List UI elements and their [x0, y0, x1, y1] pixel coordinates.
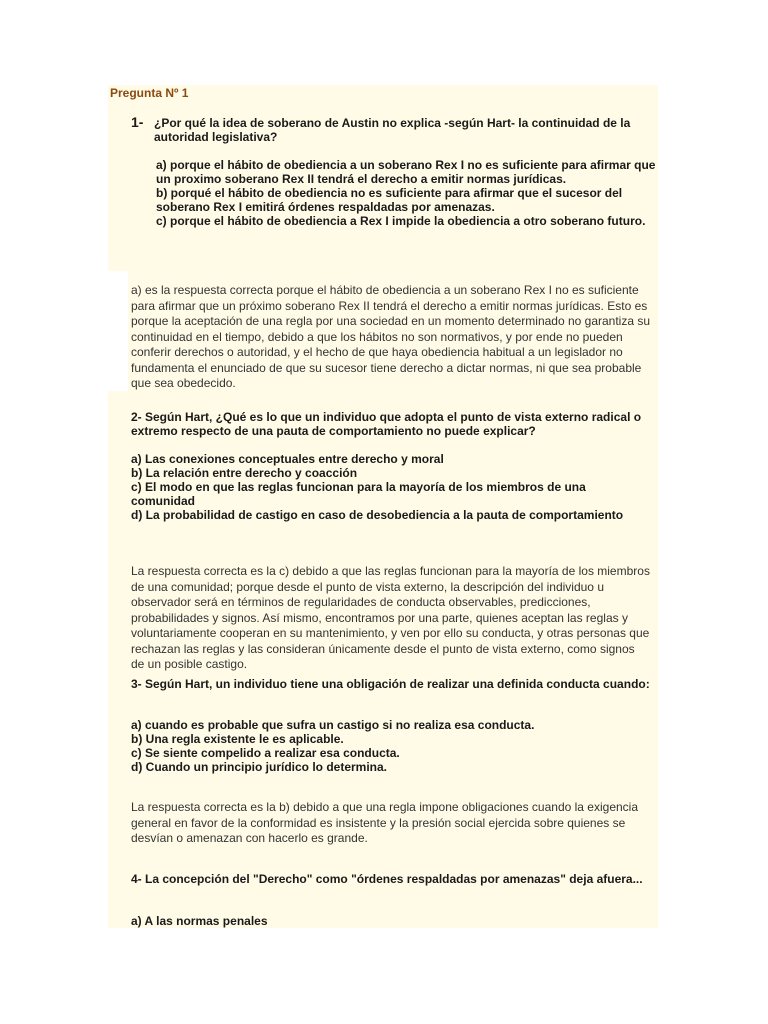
- question-2-text: 2- Según Hart, ¿Qué es lo que un individuo que adopta el punto de vista externo radical o extremo respecto de una pauta de comportamiento no puede explicar?: [131, 410, 642, 438]
- question-4-option-a: a) A las normas penales: [131, 914, 268, 928]
- question-2-option-a: a) Las conexiones conceptuales entre derecho y moral: [131, 452, 444, 466]
- question-1-options: [156, 158, 656, 228]
- page-title: Pregunta Nº 1: [110, 86, 189, 100]
- question-2-answer: La respuesta correcta es la c) debido a que las reglas funcionan para la mayoría de los miembros de una comunidad; porque desde el punto de vista externo, la descripción del individuo u observador será en términos de regularidades de conducta observables, predicciones, probabilidades y signos. Así mismo, encontramos por una parte, quienes aceptan las reglas y voluntariamente cooperan en su mantenimiento, y ven por ello su conducta, y otras personas que rechazan las reglas y las consideran únicamente desde el punto de vista externo, como signos de un posible castigo.: [131, 564, 650, 671]
- question-1-text: ¿Por qué la idea de soberano de Austin no explica -según Hart- la continuidad de la autoridad legislativa?: [154, 116, 631, 144]
- question-1-number: 1-: [131, 114, 144, 130]
- question-3-answer: La respuesta correcta es la b) debido a que una regla impone obligaciones cuando la exigencia general en favor de la conformidad es insistente y la presión social ejercida sobre quienes se desvían o amenazan con hacerlo es grande.: [131, 800, 639, 845]
- question-3-option-c: c) Se siente compelido a realizar esa conducta.: [131, 746, 400, 760]
- question-2-option-c: c) El modo en que las reglas funcionan para la mayoría de los miembros de una comunidad: [131, 480, 586, 508]
- question-2-options: [131, 452, 651, 522]
- question-2-option-b: b) La relación entre derecho y coacción: [131, 466, 358, 480]
- question-3-option-a: a) cuando es probable que sufra un castigo si no realiza esa conducta.: [131, 718, 535, 732]
- question-1-option-b: b) porqué el hábito de obediencia no es suficiente para afirmar que el sucesor del soberano Rex I emitirá órdenes respaldadas por amenazas.: [156, 186, 623, 214]
- question-1-option-a: a) porque el hábito de obediencia a un soberano Rex I no es suficiente para afirmar que un proximo soberano Rex II tendrá el derecho a emitir normas jurídicas.: [156, 158, 656, 186]
- question-3-option-d: d) Cuando un principio jurídico lo determina.: [131, 760, 388, 774]
- question-3-text: 3- Según Hart, un individuo tiene una obligación de realizar una definida conducta cuando:: [131, 677, 650, 691]
- question-4-options: [131, 914, 651, 928]
- question-1-option-c: c) porque el hábito de obediencia a Rex I impide la obediencia a otro soberano futuro.: [156, 214, 646, 228]
- question-1-answer: a) es la respuesta correcta porque el hábito de obediencia a un soberano Rex I no es suficiente para afirmar que un próximo soberano Rex II tendrá el derecho a emitir normas jurídicas. Esto es porque la aceptación de una regla por una sociedad en un momento determinado no garantiza su continuidad en el tiempo, debido a que los hábitos no son normativos, y por ende no pueden conferir derechos o autoridad, y el hecho de que haya obediencia habitual a un legislador no fundamenta el enunciado de que su sucesor tiene derecho a dictar normas, ni que sea probable que sea obedecido.: [131, 283, 651, 390]
- question-2-option-d: d) La probabilidad de castigo en caso de desobediencia a la pauta de comportamiento: [131, 508, 624, 522]
- background-gap: [108, 271, 128, 391]
- question-4-text: 4- La concepción del "Derecho" como "órdenes respaldadas por amenazas" deja afuera...: [131, 872, 643, 886]
- question-3-option-b: b) Una regla existente le es aplicable.: [131, 732, 344, 746]
- question-3-options: [131, 718, 651, 774]
